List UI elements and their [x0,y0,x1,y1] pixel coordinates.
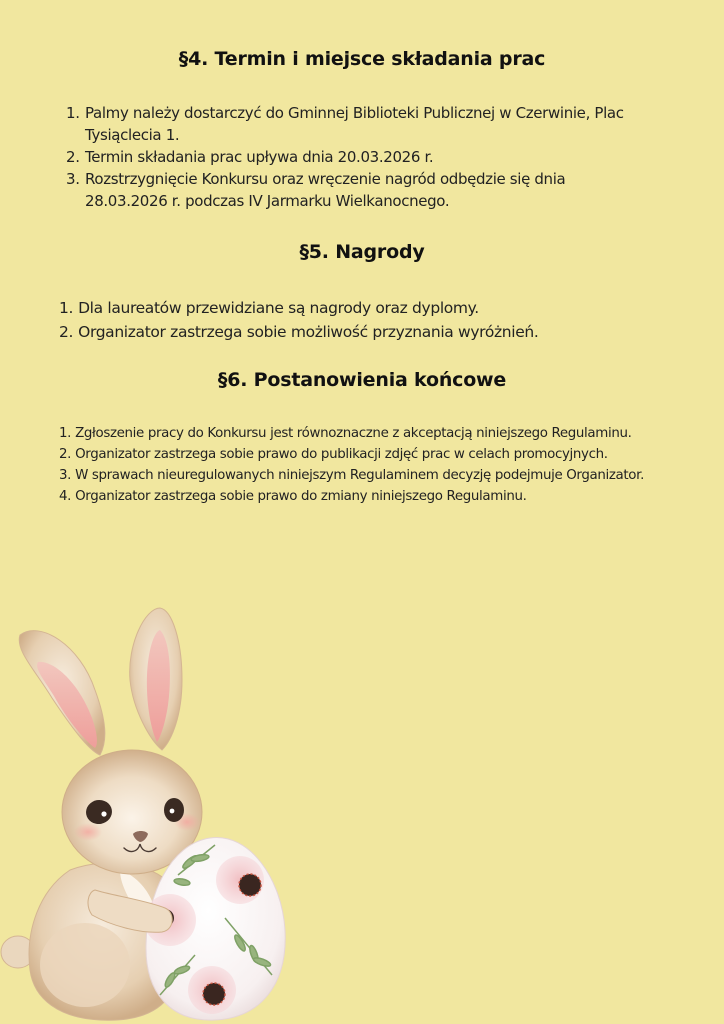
list-item-text: Organizator zastrzega sobie prawo do publikacji zdjęć prac w celach promocyjnych. [75,447,608,462]
list-item-number: 2. [59,323,74,341]
easter-bunny-illustration [0,600,300,1024]
list-item [59,465,699,486]
list-item [59,320,659,344]
list-item-number: 1. [66,104,80,122]
list-item-text: Dla laureatów przewidziane są nagrody oraz dyplomy. [78,299,479,317]
right-ear [130,608,182,750]
list-item [59,423,699,444]
list-item [66,102,626,146]
list-item-text: W sprawach nieuregulowanych niniejszym Regulaminem decyzję podejmuje Organizator. [75,468,644,483]
list-item-number: 4. [59,489,72,504]
list-item-number: 1. [59,299,74,317]
section-4-title: §4. Termin i miejsce składania prac [178,48,546,70]
bunny-leg [40,923,130,1007]
section-5-title: §5. Nagrody [299,241,425,263]
list-item-text: Termin składania prac upływa dnia 20.03.2026 r. [85,148,434,166]
list-item [59,444,699,465]
list-item [66,168,626,212]
list-item-number: 1. [59,426,72,441]
left-ear [19,631,105,755]
list-item-number: 2. [59,447,72,462]
section-4-list [66,102,626,212]
list-item-text: Zgłoszenie pracy do Konkursu jest równoznaczne z akceptacją niniejszego Regulaminu. [75,426,632,441]
list-item-number: 3. [59,468,72,483]
list-item [59,486,699,507]
section-6-list [59,423,699,507]
flower-icon [216,856,264,904]
list-item-text: Rozstrzygnięcie Konkursu oraz wręczenie nagród odbędzie się dnia 28.03.2026 r. podczas IV Jarmarku Wielkanocnego. [85,170,566,210]
list-item [66,146,626,168]
list-item [59,296,659,320]
section-5-list [59,296,659,344]
list-item-text: Palmy należy dostarczyć do Gminnej Biblioteki Publicznej w Czerwinie, Plac Tysiąclecia 1. [85,104,624,144]
flower-icon [188,966,236,1014]
section-6-title: §6. Postanowienia końcowe [217,369,507,391]
list-item-number: 3. [66,170,80,188]
list-item-text: Organizator zastrzega sobie możliwość przyznania wyróżnień. [78,323,539,341]
list-item-text: Organizator zastrzega sobie prawo do zmiany niniejszego Regulaminu. [75,489,527,504]
list-item-number: 2. [66,148,80,166]
